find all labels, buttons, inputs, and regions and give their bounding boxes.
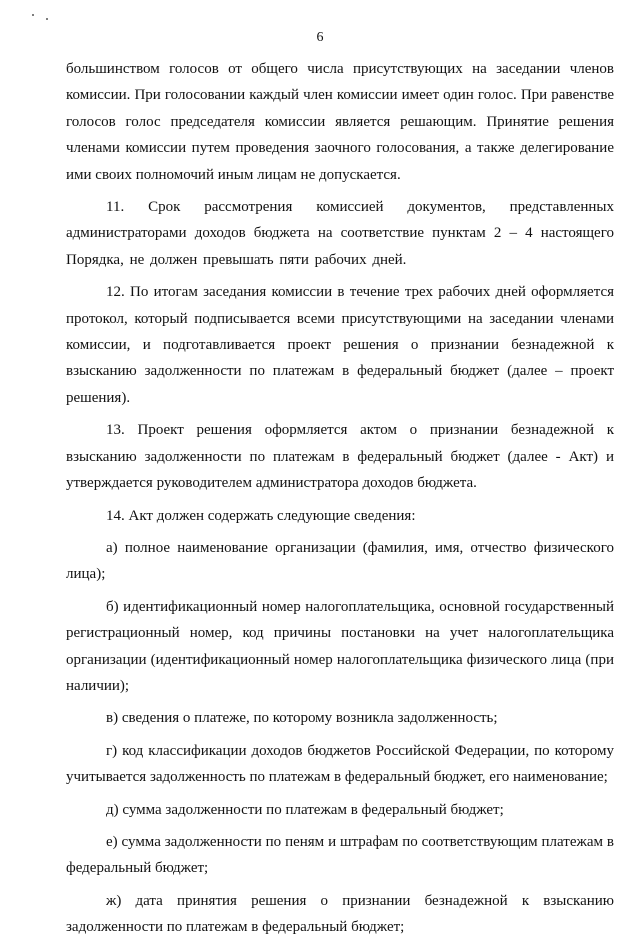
paragraph-item-11: 11. Срок рассмотрения комиссией документов, представленных администраторами доходов бюджета на соответствие пунктам 2 – 4 настоящего Порядка, не должен превышать пяти рабочих дней. bbox=[66, 199, 614, 268]
paragraph-item-14: 14. Акт должен содержать следующие сведения: bbox=[106, 507, 416, 524]
paragraph-subitem-b: б) идентификационный номер налогоплательщика, основной государственный регистрационный номер, код причины постановки на учет налогоплательщика организации (идентификационный номер налогоплательщика физического лица (при наличии); bbox=[66, 598, 614, 694]
scan-speck bbox=[32, 14, 34, 16]
scan-speck bbox=[46, 18, 48, 20]
paragraph-subitem-e: е) сумма задолженности по пеням и штрафам по соответствующим платежам в федеральный бюджет; bbox=[66, 833, 614, 877]
paragraph-continuation: большинством голосов от общего числа присутствующих на заседании членов комиссии. При голосовании каждый член комиссии имеет один голос. При равенстве голосов голос председателя комиссии является решающим. Принятие решения членами комиссии путем проведения заочного голосования, а также делегирование ими своих полномочий иным лицам не допускается. bbox=[66, 61, 614, 183]
document-body bbox=[66, 56, 614, 947]
paragraph-subitem-zh: ж) дата принятия решения о признании безнадежной к взысканию задолженности по платежам в федеральный бюджет; bbox=[66, 892, 614, 936]
paragraph-item-12: 12. По итогам заседания комиссии в течение трех рабочих дней оформляется протокол, который подписывается всеми присутствующими на заседании членами комиссии, и подготавливается проект решения о признании безнадежной к взысканию задолженности по платежам в федеральный бюджет (далее – проект решения). bbox=[66, 284, 614, 406]
paragraph-item-13: 13. Проект решения оформляется актом о признании безнадежной к взысканию задолженности по платежам в федеральный бюджет (далее - Акт) и утверждается руководителем администратора доходов бюджета. bbox=[66, 422, 614, 492]
paragraph-subitem-d: д) сумма задолженности по платежам в федеральный бюджет; bbox=[106, 801, 504, 818]
page-number: 6 bbox=[316, 30, 324, 45]
paragraph-subitem-v: в) сведения о платеже, по которому возникла задолженность; bbox=[106, 710, 498, 727]
paragraph-subitem-g: г) код классификации доходов бюджетов Российской Федерации, по которому учитывается задолженность по платежам в федеральный бюджет, его наименование; bbox=[66, 742, 614, 786]
paragraph-subitem-a: а) полное наименование организации (фамилия, имя, отчество физического лица); bbox=[66, 539, 614, 583]
